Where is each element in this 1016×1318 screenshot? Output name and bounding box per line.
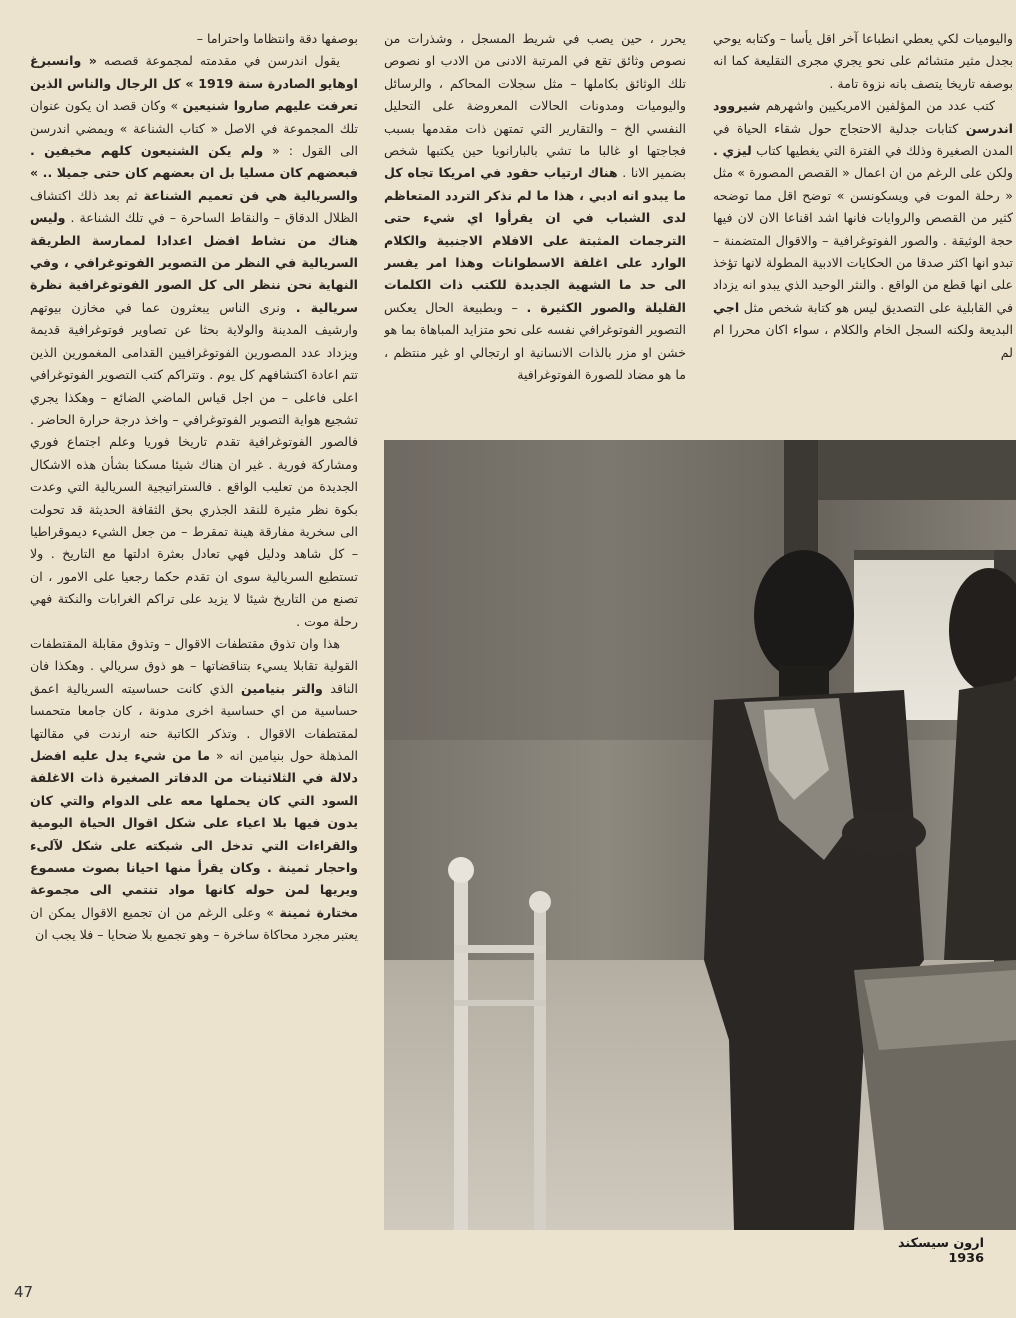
paragraph [30,50,358,633]
photograph [384,440,1016,1230]
bold-passage: « وانسبرغ اوهايو الصادرة سنة 1919 » كل الرجال والناس الذين تعرفت عليهم صاروا شنيعين [30,53,358,114]
paragraph [713,95,1013,364]
text-run: البديعة ولكنه السجل الخام والكلام ، سواء اكان محررا ام لم [713,322,1013,360]
paragraph: بوصفها دقة وانتظاما واحتراما – [196,31,358,46]
text-run: » وكان قصد ان يكون عنوان تلك المجموعة في الاصل « كتاب الشناعة » ويمضي اندرسن الى القول : « [30,98,358,159]
bold-name: شيروود اندرسن [713,98,1013,136]
bold-name: والتر بنيامين [241,680,323,696]
bold-passage: ما من شيء يدل عليه افضل دلالة في الثلاثينات من الدفاتر الصغيرة ذات الاغلفة السود التي كان يحملها معه على الدوام والتي كان يدون فيها بلا اعياء على شكل اقوال الحياة اليومية والقراءات التي تدخل الى شبكته على شكل لآلىء واحجار ثمينة . وكان يقرأ منها احيانا بصوت مسموع ويريها لمن حوله كانها مواد تنتمي الى مجموعة مختارة ثمينة [30,748,358,920]
bold-passage: ولم يكن الشنيعون كلهم مخيفين . فبعضهم كان مسليا بل ان بعضهم كان حتى جميلا .. » والسريالية هي فن تعميم الشناعة [30,143,358,203]
text-run: كتب عدد من المؤلفين الامريكيين واشهرهم [760,98,995,114]
text-column-right [713,28,1013,443]
bold-passage: هناك ارتياب حقود في امريكا تجاه كل ما يبدو انه ادبي ، هذا ما لم نذكر التردد المتعاظم لدى الشباب في ان يقرأوا اي شيء حتى الترجمات المثبتة على الافلام الاجنبية والكلام الوارد على اغلفة الاسطوانات وهذا امر يفسر الى حد ما الشهية الجديدة للكتب ذات الكلمات القليلة والصور الكثيرة . [384,165,686,315]
text-column-left [30,28,358,1238]
text-run: » وعلى الرغم من ان تجميع الاقوال يمكن ان يعتبر مجرد محاكاة ساخرة – وهو تجميع بلا ضحايا – فلا يجب ان [30,904,358,943]
text-run: الذي كانت حساسيته السريالية اعمق حساسية من اي حساسية اخرى مدونة ، كان جامعا متحمسا لمقتطفات الاقوال . وتذكر الكاتبة حنه ارندت في مقالتها المذهلة حول بنيامين انه « [30,680,358,763]
text-run: هذا وان تذوق مقتطفات الاقوال – وتذوق مقابلة المقتطفات القولية تقابلا يسيء بتناقضاتها – هو ذوق سريالي . وهكذا فان الناقد [30,635,358,696]
text-run: يحرر ، حين يصب في شريط المسجل ، وشذرات من نصوص وثائق تقع في المرتبة الادنى من الادب او نصوص تلك الوثائق بكاملها – مثل سجلات المحاكم ، والرسائل واليوميات ومدونات الحالات المعروضة على التحليل النفسي الخ – والتقارير التي تمتهن ذات مقدمها بسبب فجاجتها او غالبا ما تشي بالبارانويا حين يكتبها شخص بضمير الانا . [384,31,686,181]
bold-passage: وليس هناك من نشاط افضل اعدادا لممارسة الطريقة السريالية في النظر من التصوير الفوتوغرافي ، وفي النهاية نحن ننظر الى كل الصور الفوتوغرافية نظرة سريالية . [30,210,358,315]
text-run: كتابات جدلية الاحتجاج حول شقاء الحياة في المدن الصغيرة وذلك في الفترة التي يغطيها كتاب [713,120,1013,159]
text-run: يقول اندرسن في مقدمته لمجموعة قصصه [96,53,340,69]
paragraph [30,633,358,947]
text-run: ونرى الناس يبعثرون عما في مخازن بيوتهم وارشيف المدينة والولاية بحثا عن تصاوير فوتوغرافية قديمة ويزداد عدد المصورين الفوتوغرافيين القدامى المغمورين الذين تتم اعادة اكتشافهم كل يوم . وتتراكم كتب التصوير الفوتوغرافي اعلى فاعلى – من اجل قياس الماضي الضائع – وهكذا يجري تشجيع هواية التصوير الفوتوغرافي – واخذ درجة حرارة الحاضر . فالصور الفوتوغرافية تقدم تاريخا فوريا وعلم اجتماع فوري ومشاركة فورية . غير ان هناك شيئا مسكنا بشأن هذه الاشكال الجديدة من تعليب الواقع . فالستراتيجية السريالية التي وعدت بكوة نظر مثيرة للنقد الجذري بحق الثقافة الحديثة قد تحولت الى سخرية مفارقة هينة تمقرط – من جعل الشيء ديموقراطيا – كل شاهد ودليل فهي تعادل بعثرة ادلتها مع التاريخ . ولا تستطيع السريالية سوى ان تقدم حكما رجعيا على الامور ، ان تصنع من التاريخ شيئا لا يزيد على تراكم الغرابات والنكتة فهي رحلة موت . [30,299,358,629]
paragraph [384,28,686,387]
bold-name: ليزي . [713,143,752,159]
bold-name: اجي [713,299,740,315]
text-run: ولكن على الرغم من ان اعمال « القصص المصورة » مثل « رحلة الموت في ويسكونسن » توضح اقل مما توضحه كثير من القصص والروايات فانها اشد اقناعا الان لان فيها حجة الوثيقة . والصور الفوتوغرافية – والاقوال المتضمنة – تبدو انها اكثر صدقا من الحكايات الادبية المطولة لانها تؤخذ على انها قطع من الواقع . والنثر الوحيد الذي يبدو انه يزداد في القابلية على التصديق ليس هو كتابة شخص مثل [713,165,1013,315]
photo-caption: ارون سيسكند 1936 [898,1236,984,1266]
page-number: 47 [14,1283,34,1301]
photograph-image [384,440,1016,1230]
text-run: – وبطبيعة الحال يعكس التصوير الفوتوغرافي نفسه على نحو متزايد المباهاة بما هو خشن او مزر بالذات الانسانية او ارتجالي او غير منتظم ، ما هو مضاد للصورة الفوتوغرافية [384,299,686,383]
paragraph: واليوميات لكي يعطي انطباعا آخر اقل يأسا – وكتابه يوحي بجدل مثير متشائم على نحو يجري مجرى التقليعة كما انه بوصفه تاريخا يتصف بانه نزوة تامة . [713,31,1013,91]
text-run: ثم بعد ذلك اكتشاف الظلال الدقاق – والنقاط الساحرة – في تلك الشناعة . [30,187,358,226]
text-column-middle [384,28,686,443]
